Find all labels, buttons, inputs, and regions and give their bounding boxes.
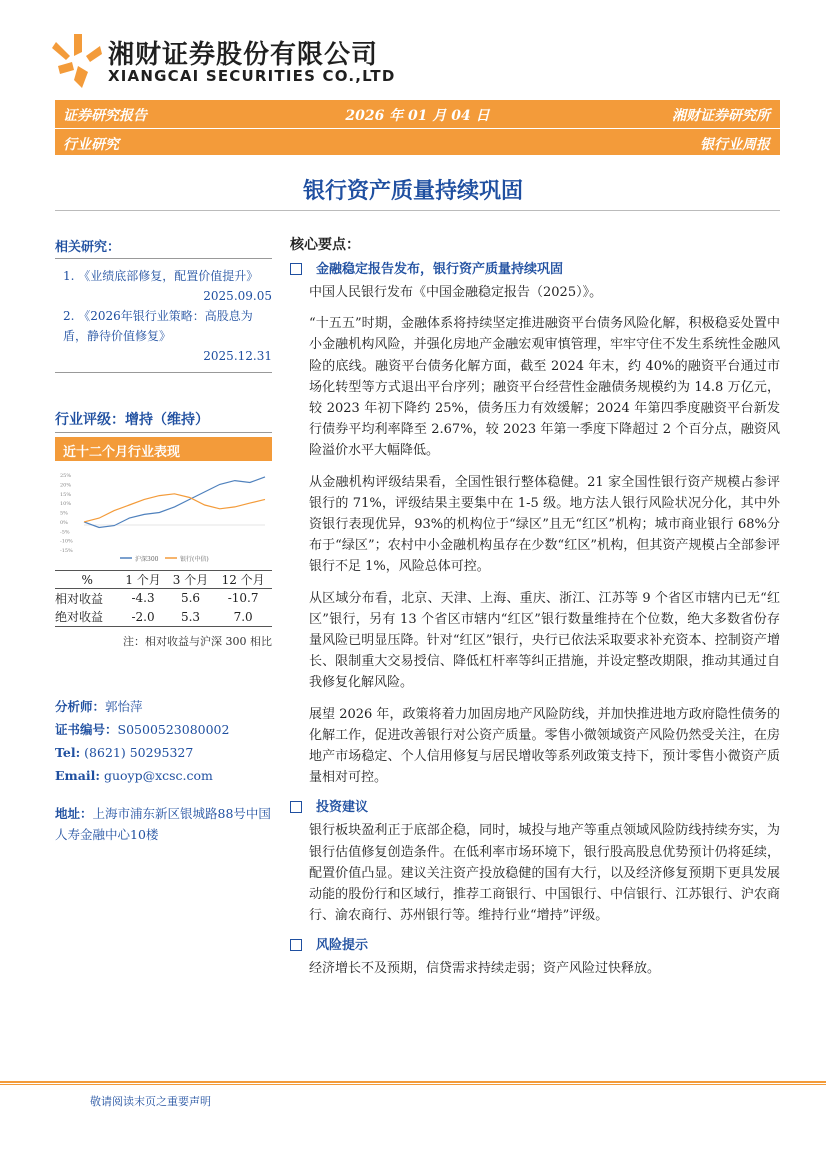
analyst-name: 郭怡萍	[105, 699, 143, 714]
y-tick-label: 5%	[60, 510, 68, 517]
chart-y-ticks	[60, 473, 73, 554]
related-item-text: 1. 《业绩底部修复，配置价值提升》	[63, 269, 259, 283]
checkbox-bullet-icon	[290, 801, 302, 813]
table-cell: 5.3	[167, 608, 214, 627]
section-heading: 金融稳定报告发布，银行资产质量持续巩固	[290, 260, 780, 282]
footer-divider	[0, 1081, 826, 1083]
table-note: 注：相对收益与沪深 300 相比	[123, 635, 272, 648]
paragraph: 中国人民银行发布《中国金融稳定报告（2025）》。	[309, 285, 603, 300]
company-name-cn: 湘财证券股份有限公司	[108, 40, 379, 70]
table-header: %	[55, 571, 119, 589]
table-row	[55, 589, 272, 608]
related-heading: 相关研究：	[55, 240, 121, 255]
legend-label: 银行(中信)	[180, 556, 209, 563]
related-item[interactable]	[55, 306, 272, 366]
table-header: 1 个月	[119, 571, 166, 589]
footer-divider-thin	[0, 1084, 826, 1085]
related-list	[55, 266, 272, 366]
y-tick-label: 15%	[60, 491, 72, 498]
company-name-en: XIANGCAI SECURITIES CO.,LTD	[108, 67, 396, 85]
table-row	[55, 608, 272, 627]
series-line-hs300	[84, 477, 265, 528]
cert-number: S0500523080002	[117, 722, 230, 737]
table-cell: 绝对收益	[55, 608, 119, 627]
checkbox-bullet-icon	[290, 939, 302, 951]
footer-disclaimer: 敬请阅读末页之重要声明	[90, 1095, 211, 1108]
section-heading: 投资建议	[290, 798, 780, 820]
table-cell: -4.3	[131, 591, 155, 606]
analyst-label: 分析师：	[55, 699, 106, 714]
report-type: 证券研究报告	[63, 108, 147, 124]
logo-mark-icon	[52, 32, 102, 90]
institute-name: 湘财证券研究所	[672, 108, 770, 124]
industry-rating: 行业评级：增持（维持）	[55, 412, 209, 428]
header-banner	[55, 100, 780, 128]
paragraph: 从金融机构评级结果看，全国性银行整体稳健。21 家全国性银行资产规模占参评银行的 71%，评级结果主要集中在 1-5 级。地方法人银行风险状况分化，其中外资银行表现优异，93%的机构位于“绿区”且无“红区”机构；城市商业银行 68%分布于“绿区”；农村中小金融机构虽存在少数“红区”机构，但其资产规模占全部参评银行不足 1%，风险总体可控。	[309, 474, 780, 575]
y-tick-label: 25%	[60, 473, 72, 479]
address	[55, 803, 272, 845]
related-item-date: 2025.12.31	[203, 349, 272, 363]
email-label: Email:	[55, 768, 100, 783]
paragraph: 从区域分布看，北京、天津、上海、重庆、浙江、江苏等 9 个省区市辖内已无“红区”银行，另有 13 个省区市辖内“红区”银行数量维持在个位数，绝大多数省份存量风险已明显压降。针对“红区”银行，央行已依法采取要求补充资本、控制资产增长、限制重大交易授信、降低杠杆率等纠正措施，并设定整改期限，推动其通过自我修复化解风险。	[309, 590, 780, 691]
checkbox-bullet-icon	[290, 263, 302, 275]
y-tick-label: 0%	[60, 519, 68, 526]
table-cell: -2.0	[119, 608, 166, 627]
page-title: 银行资产质量持续巩固	[302, 179, 523, 204]
tel-label: Tel:	[55, 745, 81, 760]
legend-label: 沪深300	[135, 556, 159, 563]
table-cell: -10.7	[227, 591, 259, 606]
report-series: 银行业周报	[700, 137, 770, 153]
performance-chart	[60, 470, 270, 565]
paragraph: “十五五”时期，金融体系将持续坚定推进融资平台债务风险化解，积极稳妥处置中小金融机构风险，并强化房地产金融宏观审慎管理，牢牢守住不发生系统性金融风险的底线。融资平台债务化解方面，截至 2024 年末，约 40%的融资平台通过市场化转型等方式退出平台序列；融资平台经营性金融债务规模约为 14.8 万亿元，较 2023 年初下降约 25%，债务压力有效缓解；2024 年第四季度融资平台新发行债券平均利率降至 2.67%，较 2023 年第一季度下降超过 2 个百分点，融资风险溢价水平大幅降低。	[309, 316, 780, 459]
tel-number: (8621) 50295327	[84, 745, 194, 760]
address-text: 上海市浦东新区银城路88号中国人寿金融中心10楼	[55, 806, 271, 842]
related-item[interactable]	[55, 266, 272, 306]
sub-banner	[55, 129, 780, 155]
related-item-text: 2. 《2026年银行业策略：高股息为盾，静待价值修复》	[63, 309, 253, 343]
section-heading: 风险提示	[290, 936, 780, 958]
table-cell: 7.0	[214, 608, 272, 627]
series-line-bank	[84, 494, 265, 522]
rating-divider	[55, 432, 272, 433]
address-label: 地址：	[55, 806, 93, 821]
y-tick-label: 10%	[60, 501, 72, 508]
table-cell: 5.6	[180, 591, 201, 606]
cert-label: 证书编号：	[55, 722, 118, 737]
performance-heading: 近十二个月行业表现	[63, 445, 181, 460]
report-category: 行业研究	[63, 137, 119, 153]
related-item-date: 2025.09.05	[203, 289, 272, 303]
core-heading: 核心要点：	[290, 237, 360, 253]
table-header: 3 个月	[167, 571, 214, 589]
table-header-row	[55, 571, 272, 589]
performance-heading-bar	[55, 437, 272, 461]
performance-table	[55, 570, 272, 627]
table-cell: 相对收益	[55, 591, 104, 606]
paragraph: 经济增长不及预期，信贷需求持续走弱；资产风险过快释放。	[309, 961, 661, 977]
email-link[interactable]: guoyp@xcsc.com	[103, 768, 213, 783]
y-tick-label: 20%	[60, 482, 72, 489]
table-header: 12 个月	[214, 571, 272, 589]
related-divider-bottom	[55, 372, 272, 373]
company-logo	[50, 28, 396, 94]
paragraph: 展望 2026 年，政策将着力加固房地产风险防线，并加快推进地方政府隐性债务的化解工作，促进改善银行对公资产质量。零售小微领域资产风险仍然受关注，在房地产市场稳定、个人信用修复与居民增收等系列政策支持下，预计零售小微资产质量相对可控。	[309, 706, 780, 786]
title-divider	[55, 210, 780, 211]
report-date: 2026 年 01 月 04 日	[345, 108, 490, 124]
paragraph: 银行板块盈利正于底部企稳，同时，城投与地产等重点领域风险防线持续夯实，为银行估值修复创造条件。在低利率市场环境下，银行股高股息优势预计仍将延续，配置价值凸显。建议关注资产投放稳健的国有大行，以及经济修复预期下更具发展动能的股份行和区域行，推荐工商银行、中国银行、中信银行、江苏银行、沪农商行、渝农商行、苏州银行等。维持行业“增持”评级。	[309, 823, 780, 924]
main-content	[290, 260, 780, 980]
y-tick-label: -15%	[60, 548, 73, 554]
analyst-info	[55, 695, 229, 787]
y-tick-label: -10%	[60, 538, 73, 545]
y-tick-label: -5%	[60, 529, 70, 536]
related-divider	[55, 258, 272, 259]
